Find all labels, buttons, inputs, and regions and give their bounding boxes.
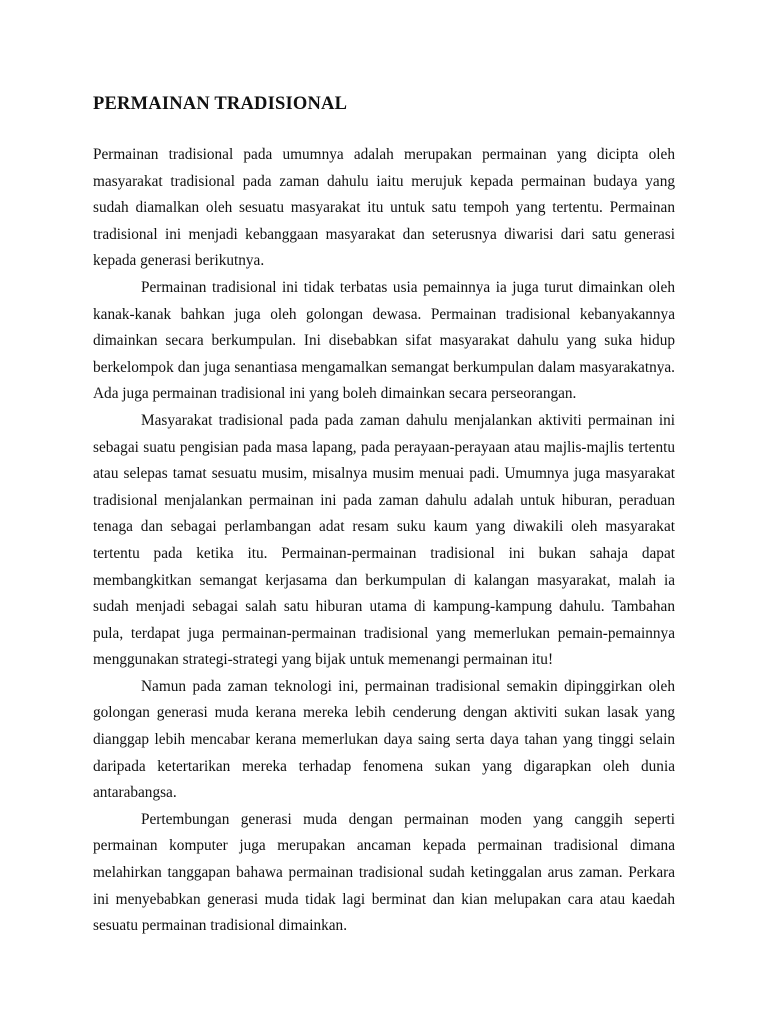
document-title: PERMAINAN TRADISIONAL: [93, 94, 348, 114]
paragraph-1: Permainan tradisional pada umumnya adalah merupakan permainan yang dicipta oleh masyarakat tradisional pada zaman dahulu iaitu merujuk kepada permainan budaya yang sudah diamalkan oleh sesuatu masyarakat itu untuk satu tempoh yang tertentu. Permainan tradisional ini menjadi kebanggaan masyarakat dan seterusnya diwarisi dari satu generasi kepada generasi berikutnya.: [93, 146, 675, 270]
paragraph-3: Masyarakat tradisional pada pada zaman dahulu menjalankan aktiviti permainan ini sebagai suatu pengisian pada masa lapang, pada perayaan-perayaan atau majlis-majlis tertentu atau selepas tamat sesuatu musim, misalnya musim menuai padi. Umumnya juga masyarakat tradisional menjalankan permainan ini pada zaman dahulu adalah untuk hiburan, peraduan tenaga dan sebagai perlambangan adat resam suku kaum yang diwakili oleh masyarakat tertentu pada ketika itu. Permainan-permainan tradisional ini bukan sahaja dapat membangkitkan semangat kerjasama dan berkumpulan di kalangan masyarakat, malah ia sudah menjadi sebagai salah satu hiburan utama di kampung-kampung dahulu. Tambahan pula, terdapat juga permainan-permainan tradisional yang memerlukan pemain-pemainnya menggunakan strategi-strategi yang bijak untuk memenangi permainan itu!: [93, 411, 675, 669]
paragraph-2: Permainan tradisional ini tidak terbatas usia pemainnya ia juga turut dimainkan oleh kanak-kanak bahkan juga oleh golongan dewasa. Permainan tradisional kebanyakannya dimainkan secara berkumpulan. Ini disebabkan sifat masyarakat dahulu yang suka hidup berkelompok dan juga senantiasa mengamalkan semangat berkumpulan dalam masyarakatnya. Ada juga permainan tradisional ini yang boleh dimainkan secara perseorangan.: [93, 278, 675, 403]
paragraph-4: Namun pada zaman teknologi ini, permainan tradisional semakin dipinggirkan oleh golongan generasi muda kerana mereka lebih cenderung dengan aktiviti sukan lasak yang dianggap lebih mencabar kerana memerlukan daya saing serta daya tahan yang tinggi selain daripada ketertarikan mereka terhadap fenomena sukan yang digarapkan oleh dunia antarabangsa.: [93, 677, 675, 802]
document-page: [93, 92, 675, 940]
paragraph-5: Pertembungan generasi muda dengan permainan moden yang canggih seperti permainan komputer juga merupakan ancaman kepada permainan tradisional dimana melahirkan tanggapan bahawa permainan tradisional sudah ketinggalan arus zaman. Perkara ini menyebabkan generasi muda tidak lagi berminat dan kian melupakan cara atau kaedah sesuatu permainan tradisional dimainkan.: [93, 810, 675, 935]
